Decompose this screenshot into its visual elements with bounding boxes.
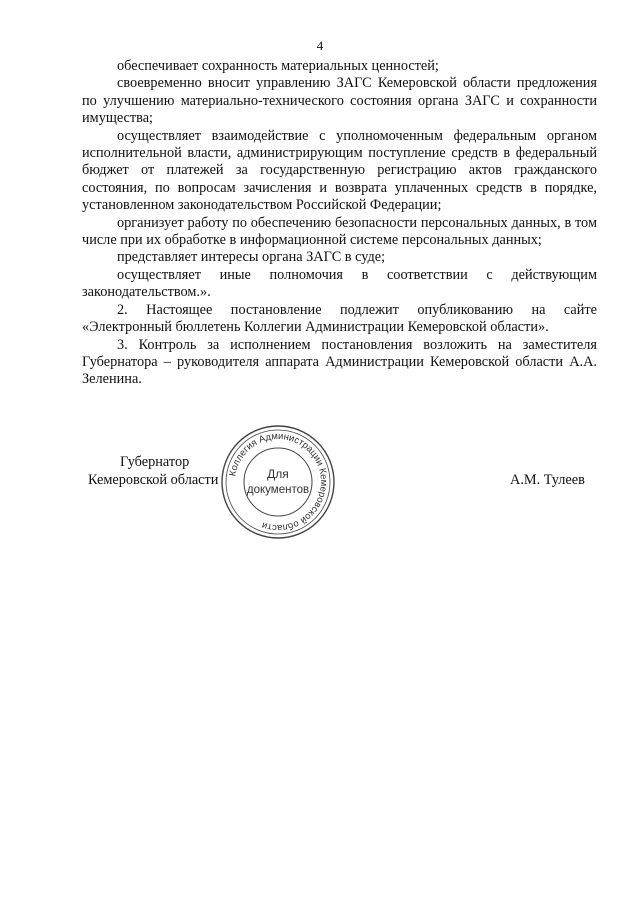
seal-center-line2: документов bbox=[246, 484, 310, 496]
official-seal-stamp bbox=[218, 422, 338, 542]
paragraph: осуществляет взаимодействие с уполномоченным федеральным органом исполнительной власти, администрирующим поступление средств в федеральный бюджет от платежей за государственную регистрацию актов гражданского состояния, по вопросам зачисления и возврата уплаченных средств в порядке, установленном законодательством Российской Федерации; bbox=[82, 127, 597, 214]
signatory-title-line2: Кемеровской области bbox=[88, 472, 219, 488]
seal-icon bbox=[218, 422, 338, 542]
paragraph: обеспечивает сохранность материальных ценностей; bbox=[117, 58, 439, 74]
signature-block bbox=[0, 430, 640, 562]
numbered-paragraph-2: 2. Настоящее постановление подлежит опубликованию на сайте «Электронный бюллетень Коллегии Администрации Кемеровской области». bbox=[82, 301, 597, 336]
paragraph: организует работу по обеспечению безопасности персональных данных, в том числе при их обработке в информационной системе персональных данных; bbox=[82, 214, 597, 249]
signatory-name: А.М. Тулеев bbox=[510, 472, 585, 488]
page-number: 4 bbox=[316, 38, 324, 53]
seal-ring-text: Коллегия Администрации Кемеровской области bbox=[227, 430, 330, 534]
seal-center-line1: Для bbox=[267, 467, 289, 481]
numbered-paragraph-3: 3. Контроль за исполнением постановления возложить на заместителя Губернатора – руководителя аппарата Администрации Кемеровской области А.А. Зеленина. bbox=[82, 336, 597, 388]
paragraph: своевременно вносит управлению ЗАГС Кемеровской области предложения по улучшению материально-технического состояния органа ЗАГС и сохранности имущества; bbox=[82, 75, 597, 127]
paragraph: осуществляет иные полномочия в соответствии с действующим законодательством.». bbox=[82, 266, 597, 301]
document-body bbox=[82, 58, 597, 389]
paragraph: представляет интересы органа ЗАГС в суде; bbox=[117, 249, 386, 266]
signatory-title-line1: Губернатор bbox=[120, 454, 190, 470]
